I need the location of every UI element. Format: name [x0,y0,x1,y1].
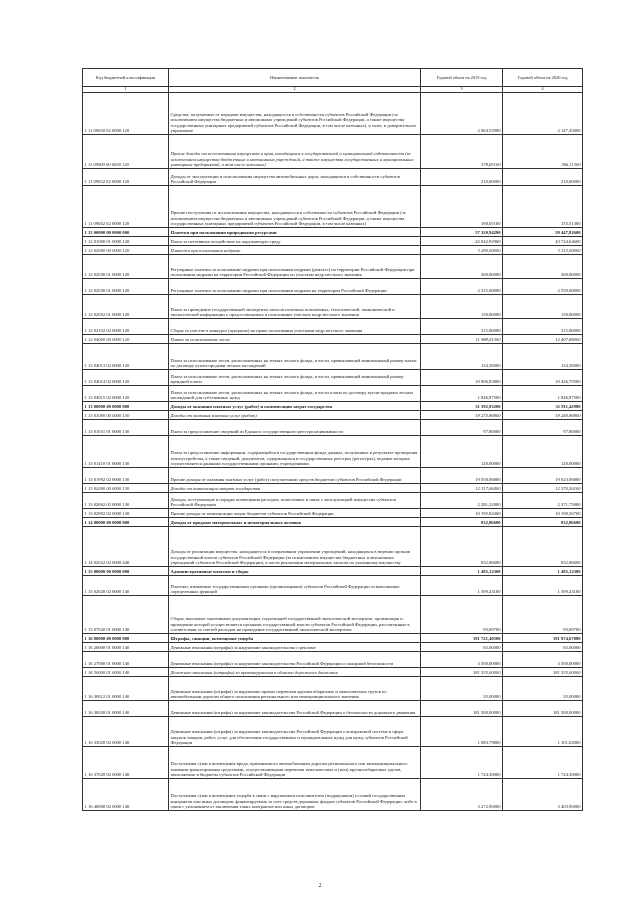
row-value-2020: 832,86600 [503,518,583,527]
row-name: Административные платежи и сборы [169,567,421,576]
row-code: 1 13 02062 02 0000 130 [83,493,169,509]
row-name: Средства, получаемые от передачи имущества, находящегося в собственности субъектов Российской Федерации (за исключением имущества бюджетных и автономных учреждений субъектов Российской Федерации, а также имущества государственных унитарных предприятий субъектов Российской Федерации, в том числе казенных), в залог, в доверительное управление [169,93,421,135]
row-value-2019: 315,00000 [421,319,503,335]
row-name: Платежи при пользовании недрами [169,246,421,255]
row-value-2020: 19 023,06800 [503,468,583,484]
row-value-2019: 19 058,06800 [421,468,503,484]
row-value-2020: 191 874,67000 [503,634,583,643]
row-code: 1 12 02000 00 0000 120 [83,246,169,255]
row-code: 1 12 00000 00 0000 000 [83,228,169,237]
row-name: Доходы от оказания платных услуг (работ) [169,411,421,420]
row-value-2020: 1 101,02000 [503,717,583,747]
row-value-2019: 1 083,79800 [421,717,503,747]
row-code: 1 15 02020 02 0000 140 [83,576,169,596]
table-row [83,484,583,493]
table-row [83,436,583,468]
table-row [83,596,583,634]
table-row [83,567,583,576]
header-2020: Годовой объем на 2020 год [503,69,583,87]
table-row [83,576,583,596]
table-row [83,279,583,295]
row-name: Платежи при пользовании природными ресурсами [169,228,421,237]
table-row [83,255,583,279]
row-name: Доходы от эксплуатации и использования имущества автомобильных дорог, находящихся в собственности субъектов Российской Федерации [169,169,421,186]
column-index: 4 [503,87,583,93]
row-name: Доходы от продажи материальных и нематериальных активов [169,518,421,527]
row-code: 1 16 30012 01 0000 140 [83,677,169,701]
row-code: 1 12 04015 02 0000 120 [83,386,169,402]
row-code: 1 11 09000 00 0000 120 [83,135,169,169]
row-value-2019: 42 042,92900 [421,237,503,246]
row-value-2019: 12 317,06400 [421,484,503,493]
row-value-2020: 134,30000 [503,344,583,370]
row-value-2020: 181 535,00000 [503,668,583,677]
header-name: Наименование показателя [169,69,421,87]
row-value-2019: 3 500,00000 [421,652,503,668]
row-value-2019: 378,65100 [421,135,503,169]
row-value-2020: 12 570,56100 [503,484,583,493]
row-value-2019: 300,00000 [421,255,503,279]
row-value-2020: 832,86600 [503,527,583,567]
row-name: Денежные взыскания (штрафы) за нарушение законодательства Российской Федерации о контрактной системе в сфере закупок товаров, работ, услуг для обеспечения государственных и муниципальных нужд для нужд субъектов Российской Федерации [169,717,421,747]
table-row [83,634,583,643]
row-value-2020: 97,80000 [503,420,583,436]
row-code: 1 15 00000 00 0000 000 [83,567,169,576]
row-code: 1 13 00000 00 0000 000 [83,402,169,411]
row-name: Доходы от оказания платных услуг (работ) и компенсации затрат государства [169,402,421,411]
row-code: 1 16 33020 02 0000 140 [83,717,169,747]
row-value-2020: 1 495,12300 [503,567,583,576]
row-value-2019: 191 721,40500 [421,634,503,643]
row-value-2019: 57 320,94290 [421,228,503,237]
row-name: Регулярные платежи за пользование недрами при пользовании недрами на территории Российской Федерации [169,279,421,295]
row-name: Прочие доходы от использования имущества и прав, находящихся в государственной и муниципальной собственности (за исключением имущества бюджетных и автономных учреждений, а также имущества государственных и муниципальных унитарных предприятий, в том числе казенных) [169,135,421,169]
column-index: 3 [421,87,503,93]
row-value-2019: 35,00000 [421,677,503,701]
row-code: 1 13 02992 02 0000 130 [83,509,169,518]
row-name: Доходы от реализации имущества, находящегося в оперативном управлении учреждений, находящихся в ведении органов государственной власти субъектов Российской Федерации (за исключением имущества бюджетных и автономных учреждений субъектов Российской Федерации), в части реализации материальных запасов по указанному имуществу [169,527,421,567]
row-value-2020: 315,00000 [503,319,583,335]
row-code: 1 16 26000 01 0000 140 [83,643,169,652]
table-row [83,701,583,717]
table-body [83,93,583,811]
row-name: Доходы от компенсации затрат государства [169,484,421,493]
row-code: 1 16 37020 02 0000 140 [83,747,169,779]
row-code: 1 13 01410 01 0000 130 [83,436,169,468]
header-2019: Годовой объем на 2019 год [421,69,503,87]
row-name: Денежные взыскания (штрафы) за нарушение законодательства о рекламе [169,643,421,652]
table-row [83,493,583,509]
row-code: 1 12 04013 02 0000 120 [83,344,169,370]
row-value-2019: 2 064,53900 [421,93,503,135]
table-row [83,402,583,411]
row-name: Плата за предоставление сведений из Единого государственного реестра недвижимости [169,420,421,436]
row-value-2019: 1 724,30000 [421,747,503,779]
row-value-2019: 120,00000 [421,436,503,468]
row-code: 1 13 01992 02 0000 130 [83,468,169,484]
row-value-2019: 65,00000 [421,643,503,652]
row-value-2020: 43 724,64600 [503,237,583,246]
column-index: 2 [169,87,421,93]
row-name: Денежные взыскания (штрафы) за нарушение законодательства Российской Федерации о пожарной безопасности [169,652,421,668]
row-value-2019: 19 275,86800 [421,411,503,420]
row-name: Сборы, вносимые заказчиками документации, подлежащей государственной экологической экспертизе, организация и проведение которой осуществляется органами государственной власти субъектов Российской Федерации, рассчитанные в соответствии со сметой расходов на проведение государственной экологической экспертизы [169,596,421,634]
row-code: 1 16 00000 00 0000 000 [83,634,169,643]
row-name: Плата за проведение государственной экспертизы запасов полезных ископаемых, геологической, экономической и экологической информации о предоставляемых в пользование участках недр местного значения [169,295,421,319]
table-row [83,93,583,135]
row-name: Регулярные платежи за пользование недрами при пользовании недрами (ренталс) на территории Российской Федерации при пользовании недрами на территории Российской Федерации по участкам недр местного значения [169,255,421,279]
table-row [83,527,583,567]
row-name: Прочие доходы от компенсации затрат бюджетов субъектов Российской Федерации [169,509,421,518]
row-value-2020: 120,00000 [503,436,583,468]
row-value-2020: 2 147,45000 [503,93,583,135]
row-code: 1 12 04014 02 0000 120 [83,370,169,386]
row-value-2020: 1 846,87500 [503,386,583,402]
table-row [83,228,583,237]
table-row [83,747,583,779]
row-code: 1 11 09030 02 0000 120 [83,93,169,135]
row-name: Денежные взыскания (штрафы) за нарушение правил перевозки крупногабаритных и тяжеловесных грузов по автомобильным дорогам общего пользования регионального или межмуниципального значения [169,677,421,701]
row-value-2020: 300,00000 [503,255,583,279]
row-value-2020: 12 407,88000 [503,335,583,344]
row-value-2020: 10 426,70500 [503,370,583,386]
row-name: Поступления сумм в возмещение вреда, причиняемого автомобильным дорогам регионального или межмуниципального значения транспортными средствами, осуществляющими перевозки тяжеловесных и (или) крупногабаритных грузов, зачисляемые в бюджеты субъектов Российской Федерации [169,747,421,779]
table-row [83,779,583,811]
row-code: 1 16 30000 01 0000 140 [83,668,169,677]
header-code: Код бюджетной классификации [83,69,169,87]
row-code: 1 16 46000 02 0000 140 [83,779,169,811]
row-name: Плата за использование лесов, расположенных на землях лесного фонда, в части, превышающей минимальный размер арендной платы [169,370,421,386]
row-value-2019: 181 535,00000 [421,668,503,677]
row-value-2019: 210,60000 [421,169,503,186]
row-name: Поступления сумм в возмещение ущерба в связи с нарушением исполнителем (подрядчиком) условий государственных контрактов или иных договоров, финансируемых за счет средств дорожных фондов субъектов Российской Федерации, либо в связи с уклонением от заключения таких контрактов или иных договоров [169,779,421,811]
table-row [83,420,583,436]
row-value-2019: 31 592,93200 [421,402,503,411]
column-index: 1 [83,87,169,93]
row-value-2020: 155,51300 [503,186,583,228]
row-code: 1 12 01000 01 0000 120 [83,237,169,246]
table-row [83,386,583,402]
table-row [83,319,583,335]
row-value-2020: 35,00000 [503,677,583,701]
row-value-2020: 3 500,00000 [503,652,583,668]
row-code: 1 15 07020 01 0000 140 [83,596,169,634]
row-value-2019: 134,30000 [421,344,503,370]
row-value-2019: 1 399,43100 [421,576,503,596]
row-value-2019: 181 500,00000 [421,701,503,717]
row-value-2020: 19 240,86800 [503,411,583,420]
row-name: Плата за использование лесов, расположенных на землях лесного фонда, в части платы по договору купли-продажи лесных насаждений для собственных нужд [169,386,421,402]
row-code: 1 11 09042 02 0000 120 [83,186,169,228]
row-code: 1 12 02102 02 0000 120 [83,319,169,335]
row-value-2020: 95,69700 [503,596,583,634]
row-value-2019: 10 006,83800 [421,370,503,386]
row-code: 1 12 04000 00 0000 120 [83,335,169,344]
budget-revenue-table [82,68,583,811]
row-code: 1 13 01000 00 0000 130 [83,411,169,420]
row-code: 1 11 09032 02 0000 120 [83,169,169,186]
table-row [83,518,583,527]
row-value-2019: 97,80000 [421,420,503,436]
row-name: Платежи, взимаемые государственными органами (организациями) субъектов Российской Федерации за выполнение определенных функций [169,576,421,596]
row-value-2019: 2 525,00000 [421,279,503,295]
row-code: 1 16 27000 01 0000 140 [83,652,169,668]
row-value-2020: 366,11300 [503,135,583,169]
row-code: 1 13 02000 00 0000 130 [83,484,169,493]
table-row [83,370,583,386]
table-row [83,135,583,169]
row-name: Денежные взыскания (штрафы) за правонарушения в области дорожного движения [169,668,421,677]
row-value-2020: 150,00000 [503,295,583,319]
row-value-2020: 31 811,42900 [503,402,583,411]
row-code: 1 14 00000 00 0000 000 [83,518,169,527]
row-name: Прочие поступления от использования имущества, находящегося в собственности субъектов Российской Федерации (за исключением имущества бюджетных и автономных учреждений субъектов Российской Федерации, а также имущества государственных унитарных предприятий субъектов Российской Федерации, в том числе казенных) [169,186,421,228]
row-name: Плата за использование лесов [169,335,421,344]
table-row [83,668,583,677]
row-value-2020: 1 724,30000 [503,747,583,779]
row-name: Плата за негативное воздействие на окружающую среду [169,237,421,246]
table-row [83,677,583,701]
row-value-2019: 168,05100 [421,186,503,228]
row-value-2020: 10 198,56700 [503,509,583,518]
table-row [83,468,583,484]
row-value-2020: 1 399,43100 [503,576,583,596]
row-value-2019: 150,00000 [421,295,503,319]
row-name: Плата за предоставление информации, содержащейся в государственном фонде данных, полученных в результате проведения землеустройства, а также сведений, документов, содержащихся в государственных реестрах (регистрах), ведение которых осуществляется данными государственными органами, учреждениями [169,436,421,468]
row-value-2019: 832,86600 [421,518,503,527]
table-row [83,509,583,518]
row-value-2019: 2 281,22000 [421,493,503,509]
row-value-2020: 2 371,75000 [503,493,583,509]
table-row [83,186,583,228]
row-name: Прочие доходы от оказания платных услуг (работ) получателями средств бюджетов субъектов Российской Федерации [169,468,421,484]
row-value-2019: 3 290,00000 [421,246,503,255]
row-value-2019: 1 495,12300 [421,567,503,576]
row-value-2020: 59 447,82600 [503,228,583,237]
row-value-2020: 65,00000 [503,643,583,652]
row-name: Денежные взыскания (штрафы) за нарушение законодательства Российской Федерации о безопасности дорожного движения [169,701,421,717]
table-row [83,246,583,255]
row-value-2019: 11 988,01300 [421,335,503,344]
row-value-2020: 210,60000 [503,169,583,186]
table-row [83,643,583,652]
table-row [83,295,583,319]
table-row [83,335,583,344]
row-value-2019: 832,86600 [421,527,503,567]
row-name: Доходы, поступающие в порядке возмещения расходов, понесенных в связи с эксплуатацией имущества субъектов Российской Федерации [169,493,421,509]
table-row [83,411,583,420]
row-code: 1 12 02030 01 0000 120 [83,279,169,295]
row-code: 1 16 30020 01 0000 140 [83,701,169,717]
table-header-row [83,69,583,87]
row-value-2019: 1 846,87500 [421,386,503,402]
row-name: Штрафы, санкции, возмещение ущерба [169,634,421,643]
row-value-2020: 181 500,00000 [503,701,583,717]
row-value-2019: 3 272,90000 [421,779,503,811]
row-value-2019: 10 195,84400 [421,509,503,518]
table-row [83,717,583,747]
row-value-2020: 3 315,00000 [503,246,583,255]
row-code: 1 12 02052 01 0000 120 [83,295,169,319]
page-number: 2 [318,883,322,889]
table-row [83,169,583,186]
row-name: Плата за использование лесов, расположенных на землях лесного фонда, в части, превышающей минимальный размер платы по договору купли-продажи лесных насаждений [169,344,421,370]
table-row [83,237,583,246]
table-row [83,344,583,370]
row-value-2020: 3 403,90000 [503,779,583,811]
table-row [83,652,583,668]
row-value-2019: 95,69700 [421,596,503,634]
row-code: 1 14 02022 02 0000 440 [83,527,169,567]
row-code: 1 13 01031 01 0000 130 [83,420,169,436]
row-name: Сборы за участие в конкурсе (аукционе) на право пользования участками недр местного значения [169,319,421,335]
row-value-2020: 2 550,00000 [503,279,583,295]
row-code: 1 12 02030 01 0000 120 [83,255,169,279]
